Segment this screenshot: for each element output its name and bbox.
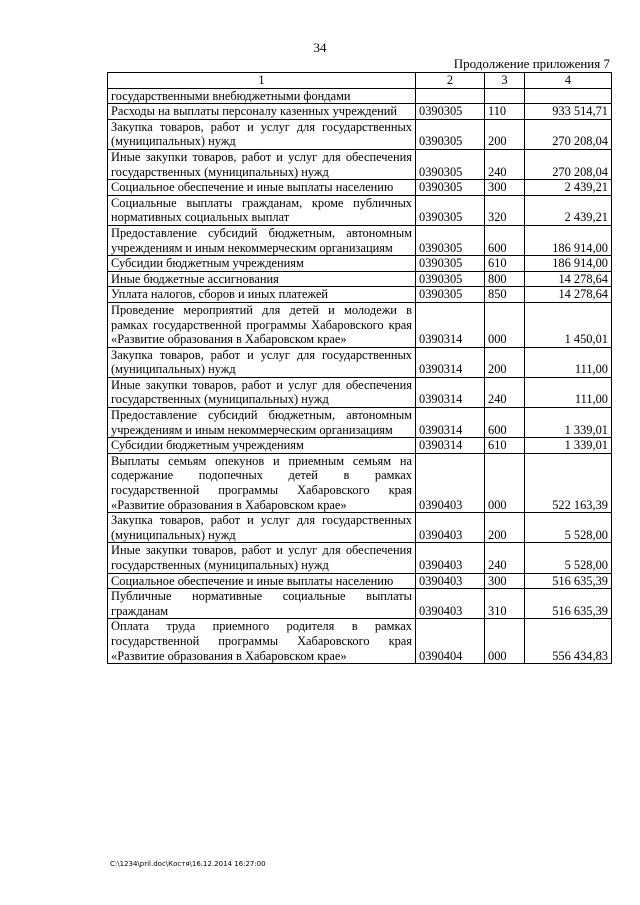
row-amount-cell: 2 439,21 — [525, 195, 612, 225]
row-expense-type-cell: 610 — [485, 438, 525, 454]
row-code-cell: 0390404 — [416, 619, 485, 664]
table-row — [108, 256, 612, 272]
table-row — [108, 347, 612, 377]
row-code-cell: 0390305 — [416, 256, 485, 272]
row-code-cell: 0390403 — [416, 453, 485, 512]
row-amount-cell: 14 278,64 — [525, 287, 612, 303]
row-name-cell: государственными внебюджетными фондами — [108, 88, 416, 104]
row-amount-cell: 186 914,00 — [525, 256, 612, 272]
row-name-cell: Расходы на выплаты персоналу казенных учреждений — [108, 104, 416, 120]
row-code-cell — [416, 88, 485, 104]
row-code-cell: 0390403 — [416, 589, 485, 619]
row-expense-type-cell: 300 — [485, 573, 525, 589]
table-row — [108, 271, 612, 287]
row-expense-type-cell: 600 — [485, 408, 525, 438]
row-expense-type-cell: 110 — [485, 104, 525, 120]
row-expense-type-cell: 610 — [485, 256, 525, 272]
row-name-cell: Уплата налогов, сборов и иных платежей — [108, 287, 416, 303]
column-header: 3 — [485, 73, 525, 89]
row-name-cell: Выплаты семьям опекунов и приемным семьям на содержание подопечных детей в рамках государственной программы Хабаровского края «Развитие образования в Хабаровском крае» — [108, 453, 416, 512]
table-row — [108, 513, 612, 543]
table-row — [108, 619, 612, 664]
row-name-cell: Субсидии бюджетным учреждениям — [108, 256, 416, 272]
table-row — [108, 225, 612, 255]
row-amount-cell: 522 163,39 — [525, 453, 612, 512]
table-row — [108, 543, 612, 573]
row-name-cell: Закупка товаров, работ и услуг для государственных (муниципальных) нужд — [108, 347, 416, 377]
row-amount-cell: 5 528,00 — [525, 513, 612, 543]
column-header: 4 — [525, 73, 612, 89]
row-expense-type-cell: 240 — [485, 543, 525, 573]
row-amount-cell: 516 635,39 — [525, 589, 612, 619]
column-header: 2 — [416, 73, 485, 89]
row-expense-type-cell: 240 — [485, 149, 525, 179]
row-expense-type-cell: 000 — [485, 619, 525, 664]
row-expense-type-cell: 600 — [485, 225, 525, 255]
row-name-cell: Социальные выплаты гражданам, кроме публичных нормативных социальных выплат — [108, 195, 416, 225]
budget-table — [107, 72, 612, 664]
row-name-cell: Предоставление субсидий бюджетным, автономным учреждениям и иным некоммерческим организациям — [108, 408, 416, 438]
table-row — [108, 119, 612, 149]
row-amount-cell: 270 208,04 — [525, 119, 612, 149]
row-name-cell: Субсидии бюджетным учреждениям — [108, 438, 416, 454]
row-amount-cell: 111,00 — [525, 347, 612, 377]
continuation-label: Продолжение приложения 7 — [453, 56, 610, 71]
row-code-cell: 0390305 — [416, 119, 485, 149]
table-row — [108, 377, 612, 407]
table-header-row — [108, 73, 612, 89]
table-row — [108, 180, 612, 196]
row-name-cell: Иные бюджетные ассигнования — [108, 271, 416, 287]
row-code-cell: 0390314 — [416, 377, 485, 407]
table-row — [108, 88, 612, 104]
row-name-cell: Социальное обеспечение и иные выплаты населению — [108, 573, 416, 589]
row-amount-cell — [525, 88, 612, 104]
row-amount-cell: 5 528,00 — [525, 543, 612, 573]
row-expense-type-cell: 320 — [485, 195, 525, 225]
row-name-cell: Предоставление субсидий бюджетным, автономным учреждениям и иным некоммерческим организациям — [108, 225, 416, 255]
row-expense-type-cell: 310 — [485, 589, 525, 619]
row-name-cell: Оплата труда приемного родителя в рамках государственной программы Хабаровского края «Развитие образования в Хабаровском крае» — [108, 619, 416, 664]
row-code-cell: 0390305 — [416, 225, 485, 255]
row-amount-cell: 1 450,01 — [525, 302, 612, 347]
row-code-cell: 0390305 — [416, 195, 485, 225]
row-expense-type-cell: 200 — [485, 347, 525, 377]
row-code-cell: 0390314 — [416, 408, 485, 438]
row-code-cell: 0390403 — [416, 573, 485, 589]
table-row — [108, 573, 612, 589]
row-code-cell: 0390305 — [416, 104, 485, 120]
row-code-cell: 0390305 — [416, 271, 485, 287]
table-row — [108, 104, 612, 120]
row-code-cell: 0390403 — [416, 543, 485, 573]
row-name-cell: Иные закупки товаров, работ и услуг для обеспечения государственных (муниципальных) нужд — [108, 149, 416, 179]
row-amount-cell: 270 208,04 — [525, 149, 612, 179]
table-row — [108, 438, 612, 454]
row-expense-type-cell: 000 — [485, 453, 525, 512]
row-name-cell: Иные закупки товаров, работ и услуг для обеспечения государственных (муниципальных) нужд — [108, 543, 416, 573]
row-expense-type-cell: 000 — [485, 302, 525, 347]
table-row — [108, 408, 612, 438]
row-amount-cell: 933 514,71 — [525, 104, 612, 120]
row-amount-cell: 111,00 — [525, 377, 612, 407]
table-row — [108, 149, 612, 179]
page-number: 34 — [313, 40, 327, 55]
row-expense-type-cell: 240 — [485, 377, 525, 407]
row-code-cell: 0390314 — [416, 347, 485, 377]
row-expense-type-cell: 850 — [485, 287, 525, 303]
row-name-cell: Закупка товаров, работ и услуг для государственных (муниципальных) нужд — [108, 119, 416, 149]
row-amount-cell: 186 914,00 — [525, 225, 612, 255]
row-name-cell: Иные закупки товаров, работ и услуг для обеспечения государственных (муниципальных) нужд — [108, 377, 416, 407]
row-name-cell: Закупка товаров, работ и услуг для государственных (муниципальных) нужд — [108, 513, 416, 543]
row-code-cell: 0390305 — [416, 287, 485, 303]
table-row — [108, 302, 612, 347]
row-amount-cell: 1 339,01 — [525, 408, 612, 438]
row-amount-cell: 2 439,21 — [525, 180, 612, 196]
row-amount-cell: 556 434,83 — [525, 619, 612, 664]
row-expense-type-cell: 300 — [485, 180, 525, 196]
row-code-cell: 0390314 — [416, 438, 485, 454]
table-row — [108, 195, 612, 225]
row-amount-cell: 516 635,39 — [525, 573, 612, 589]
row-code-cell: 0390305 — [416, 149, 485, 179]
row-amount-cell: 14 278,64 — [525, 271, 612, 287]
row-code-cell: 0390314 — [416, 302, 485, 347]
table-row — [108, 453, 612, 512]
table-row — [108, 287, 612, 303]
row-expense-type-cell — [485, 88, 525, 104]
row-code-cell: 0390403 — [416, 513, 485, 543]
file-path-footer: C:\1234\pril.doc\Костя\16.12.2014 16:27:00 — [110, 860, 266, 868]
row-name-cell: Проведение мероприятий для детей и молодежи в рамках государственной программы Хабаровского края «Развитие образования в Хабаровском крае» — [108, 302, 416, 347]
row-expense-type-cell: 200 — [485, 513, 525, 543]
row-code-cell: 0390305 — [416, 180, 485, 196]
column-header: 1 — [108, 73, 416, 89]
table-row — [108, 589, 612, 619]
row-expense-type-cell: 200 — [485, 119, 525, 149]
row-name-cell: Социальное обеспечение и иные выплаты населению — [108, 180, 416, 196]
row-amount-cell: 1 339,01 — [525, 438, 612, 454]
row-name-cell: Публичные нормативные социальные выплаты гражданам — [108, 589, 416, 619]
row-expense-type-cell: 800 — [485, 271, 525, 287]
